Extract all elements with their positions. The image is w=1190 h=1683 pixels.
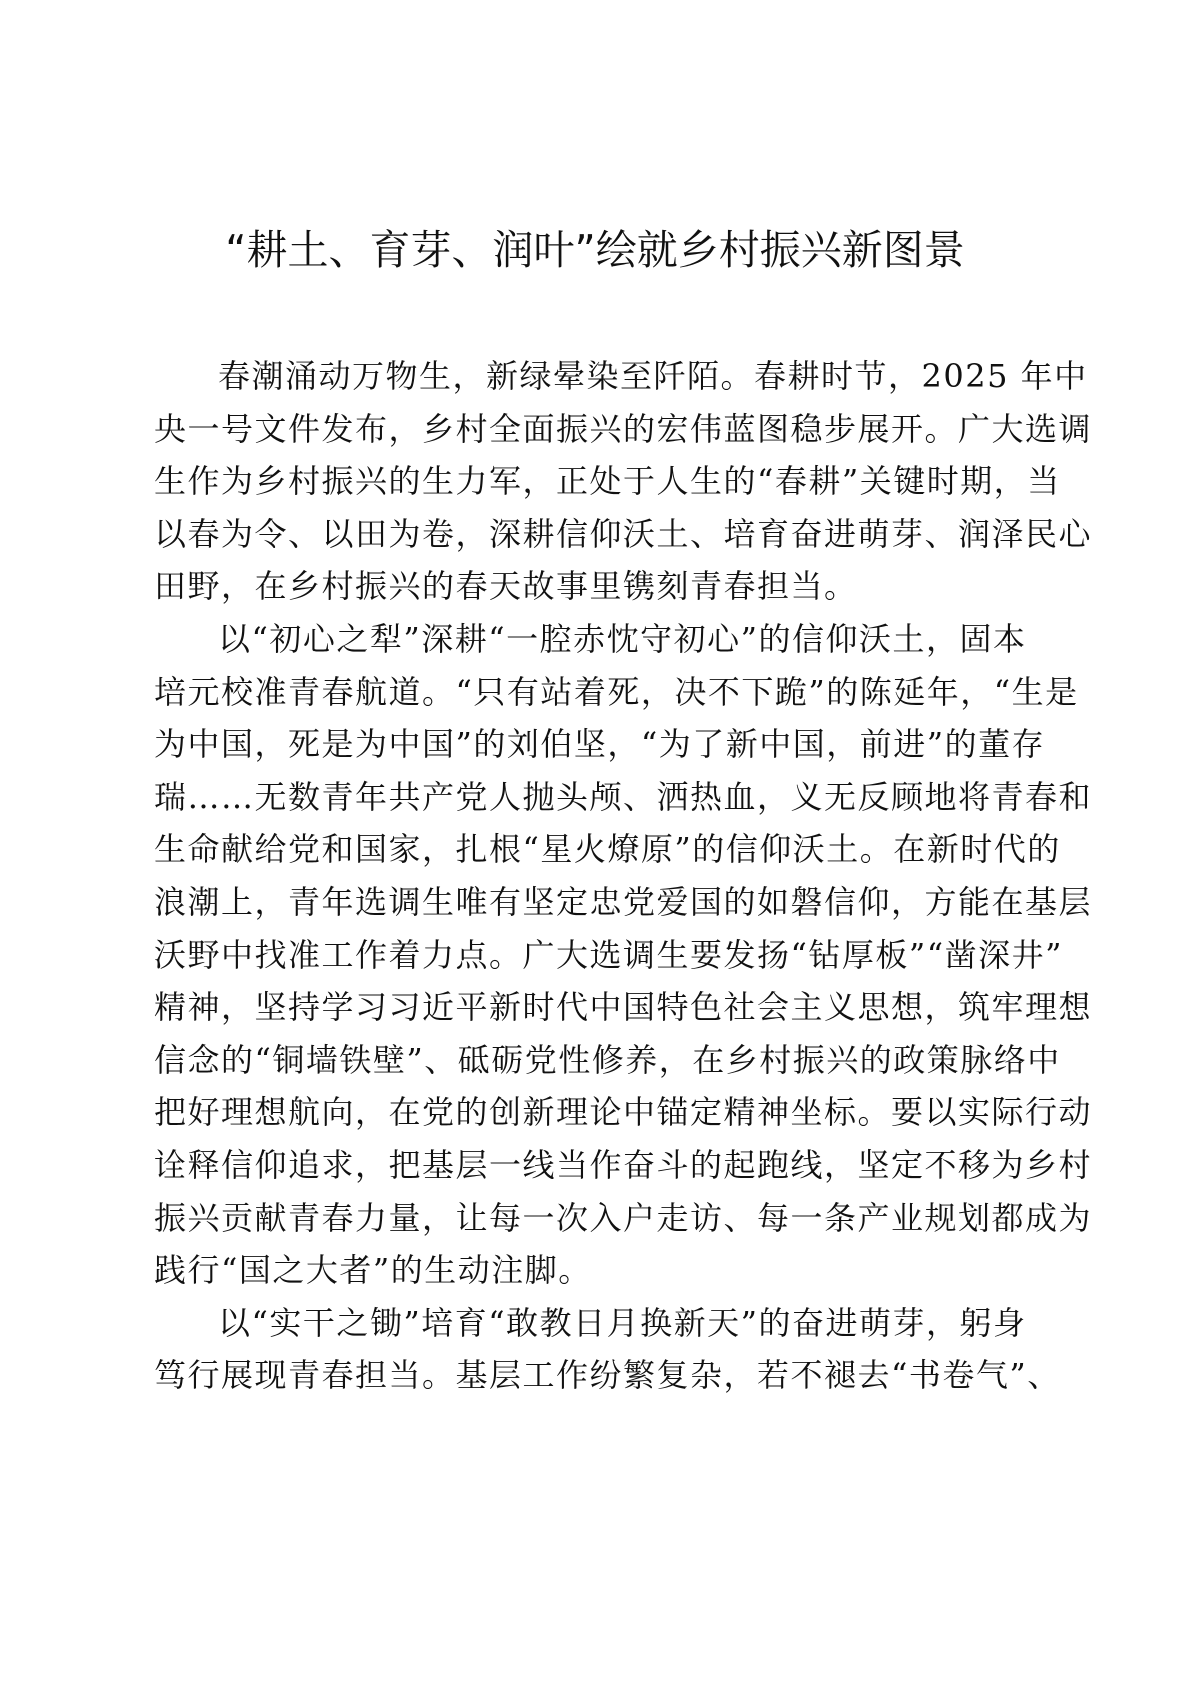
paragraph-2 [154, 613, 1093, 1297]
text-line: 浪潮上，青年选调生唯有坚定忠党爱国的如磐信仰，方能在基层 [154, 882, 1093, 921]
text-line: 以“初心之犁”深耕“一腔赤忱守初心”的信仰沃土，固本 [218, 619, 1027, 658]
text-line: 精神，坚持学习习近平新时代中国特色社会主义思想，筑牢理想 [154, 988, 1093, 1027]
text-line: 信念的“铜墙铁壁”、砥砺党性修养，在乡村振兴的政策脉络中 [154, 1040, 1061, 1079]
paragraph-3 [154, 1297, 1061, 1402]
text-line: 为中国，死是为中国”的刘伯坚，“为了新中国，前进”的董存 [154, 725, 1046, 764]
text-line: 以“实干之锄”培育“敢教日月换新天”的奋进萌芽，躬身 [218, 1303, 1027, 1342]
text-line: 生命献给党和国家，扎根“星火燎原”的信仰沃土。在新时代的 [154, 830, 1061, 869]
text-line: 振兴贡献青春力量，让每一次入户走访、每一条产业规划都成为 [154, 1198, 1093, 1237]
text-line: 培元校准青春航道。“只有站着死，决不下跪”的陈延年，“生是 [154, 672, 1079, 711]
text-line: 春潮涌动万物生，新绿晕染至阡陌。春耕时节，2025 年中 [218, 357, 1088, 395]
text-line: 以春为令、以田为卷，深耕信仰沃土、培育奋进萌芽、润泽民心 [154, 514, 1093, 553]
text-line: 沃野中找准工作着力点。广大选调生要发扬“钻厚板”“凿深井” [154, 935, 1063, 974]
text-line: 把好理想航向，在党的创新理论中锚定精神坐标。要以实际行动 [154, 1093, 1093, 1132]
document-title: “耕土、育芽、润叶”绘就乡村振兴新图景 [225, 226, 965, 274]
document-body [154, 350, 1093, 1402]
text-line: 笃行展现青春担当。基层工作纷繁复杂，若不褪去“书卷气”、 [154, 1356, 1061, 1395]
text-line: 央一号文件发布，乡村全面振兴的宏伟蓝图稳步展开。广大选调 [154, 409, 1093, 448]
text-line: 瑞……无数青年共产党人抛头颅、洒热血，义无反顾地将青春和 [154, 777, 1093, 816]
text-line: 诠释信仰追求，把基层一线当作奋斗的起跑线，坚定不移为乡村 [154, 1145, 1093, 1184]
paragraph-1 [154, 350, 1093, 613]
text-line: 践行“国之大者”的生动注脚。 [154, 1251, 592, 1290]
text-line: 田野，在乡村振兴的春天故事里镌刻青春担当。 [154, 567, 858, 606]
text-line: 生作为乡村振兴的生力军，正处于人生的“春耕”关键时期，当 [154, 462, 1061, 501]
